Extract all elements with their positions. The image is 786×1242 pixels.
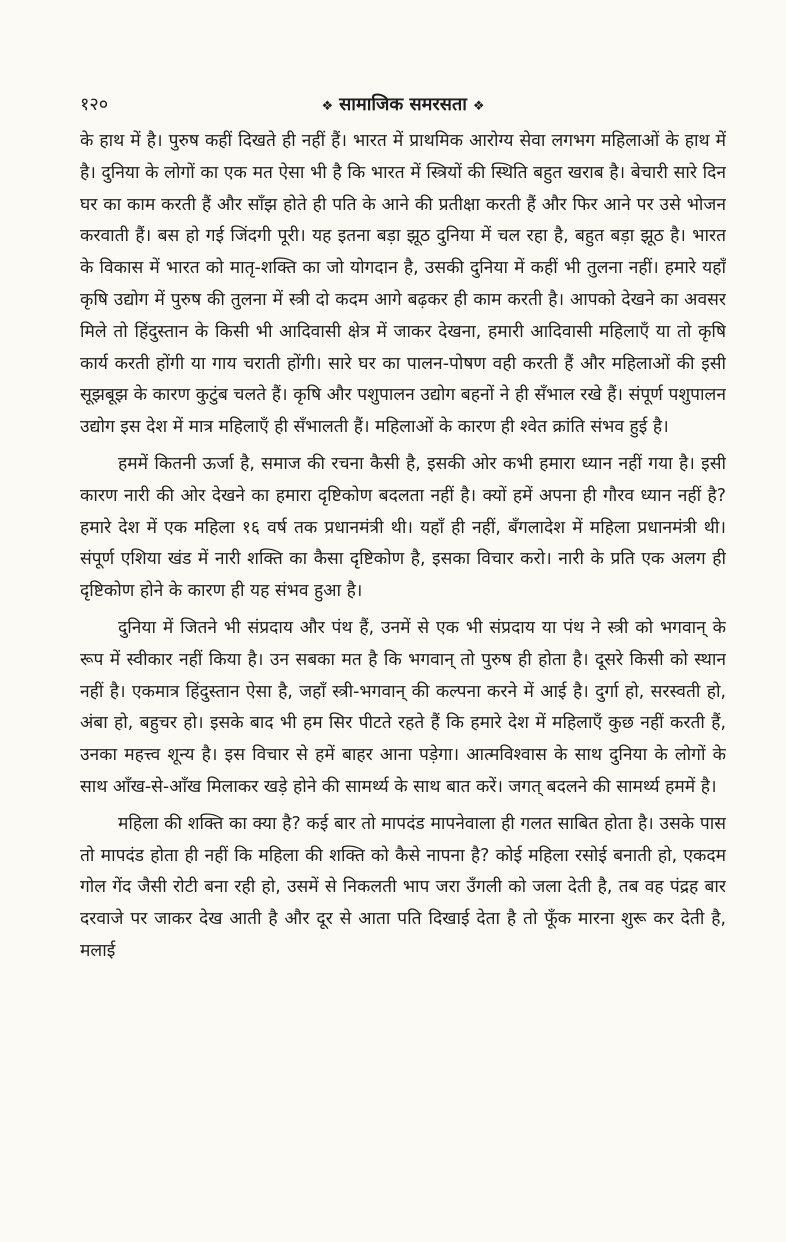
ornament-right-icon: ❖ [472, 99, 485, 114]
paragraph-4: महिला की शक्ति का क्या है? कई बार तो मापदंड मापनेवाला ही गलत साबित होता है। उसके पास तो मापदंड होता ही नहीं कि महिला की शक्ति को कैसे नापना है? कोई महिला रसोई बनाती हो, एकदम गोल गेंद जैसी रोटी बना रही हो, उसमें से निकलती भाप जरा उँगली को जला देती है, तब वह पंद्रह बार दरवाजे पर जाकर देख आती है और दूर से आता पति दिखाई देता है तो फूँक मारना शुरू कर देती है, मलाई [80, 813, 726, 961]
running-title [80, 88, 726, 124]
book-page [80, 88, 726, 1218]
book-title: सामाजिक समरसता [339, 94, 467, 115]
body-text [80, 126, 726, 968]
paragraph-1: के हाथ में है। पुरुष कहीं दिखते ही नहीं हैं। भारत में प्राथमिक आरोग्य सेवा लगभग महिलाओं के हाथ में है। दुनिया के लोगों का एक मत ऐसा भी है कि भारत में स्त्रियों की स्थिति बहुत खराब है। बेचारी सारे दिन घर का काम करती हैं और साँझ होते ही पति के आने की प्रतीक्षा करती हैं और फिर आने पर उसे भोजन करवाती हैं। बस हो गई जिंदगी पूरी। यह इतना बड़ा झूठ दुनिया में चल रहा है, बहुत बड़ा झूठ है। भारत के विकास में भारत को मातृ-शक्ति का जो योगदान है, उसकी दुनिया में कहीं भी तुलना नहीं। हमारे यहाँ कृषि उद्योग में पुरुष की तुलना में स्त्री दो कदम आगे बढ़कर ही काम करती है। आपको देखने का अवसर मिले तो हिंदुस्तान के किसी भी आदिवासी क्षेत्र में जाकर देखना, हमारी आदिवासी महिलाएँ या तो कृषि कार्य करती होंगी या गाय चराती होंगी। सारे घर का पालन-पोषण वही करती हैं और महिलाओं की इसी सूझबूझ के कारण कुटुंब चलते हैं। कृषि और पशुपालन उद्योग बहनों ने ही सँभाल रखे हैं। संपूर्ण पशुपालन उद्योग इस देश में मात्र महिलाएँ ही सँभालती हैं। महिलाओं के कारण ही श्वेत क्रांति संभव हुई है। [80, 131, 726, 438]
ornament-left-icon: ❖ [321, 99, 334, 114]
page-number: १२० [80, 94, 109, 115]
page-header [80, 88, 726, 122]
paragraph-2: हममें कितनी ऊर्जा है, समाज की रचना कैसी है, इसकी ओर कभी हमारा ध्यान नहीं गया है। इसी कारण नारी की ओर देखने का हमारा दृष्टिकोण बदलता नहीं है। क्यों हमें अपना ही गौरव ध्यान नहीं है? हमारे देश में एक महिला १६ वर्ष तक प्रधानमंत्री थी। यहाँ ही नहीं, बँगलादेश में महिला प्रधानमंत्री थी। संपूर्ण एशिया खंड में नारी शक्ति का कैसा दृष्टिकोण है, इसका विचार करो। नारी के प्रति एक अलग ही दृष्टिकोण होने के कारण ही यह संभव हुआ है। [80, 453, 726, 602]
paragraph-3: दुनिया में जितने भी संप्रदाय और पंथ हैं, उनमें से एक भी संप्रदाय या पंथ ने स्त्री को भगवान् के रूप में स्वीकार नहीं किया है। उन सबका मत है कि भगवान् तो पुरुष ही होता है। दूसरे किसी को स्थान नहीं है। एकमात्र हिंदुस्तान ऐसा है, जहाँ स्त्री-भगवान् की कल्पना करने में आई है। दुर्गा हो, सरस्वती हो, अंबा हो, बहुचर हो। इसके बाद भी हम सिर पीटते रहते हैं कि हमारे देश में महिलाएँ कुछ नहीं करती हैं, उनका महत्त्व शून्य है। इस विचार से हमें बाहर आना पड़ेगा। आत्मविश्वास के साथ दुनिया के लोगों के साथ आँख-से-आँख मिलाकर खड़े होने की सामर्थ्य के साथ बात करें। जगत् बदलने की सामर्थ्य हममें है। [80, 617, 726, 797]
